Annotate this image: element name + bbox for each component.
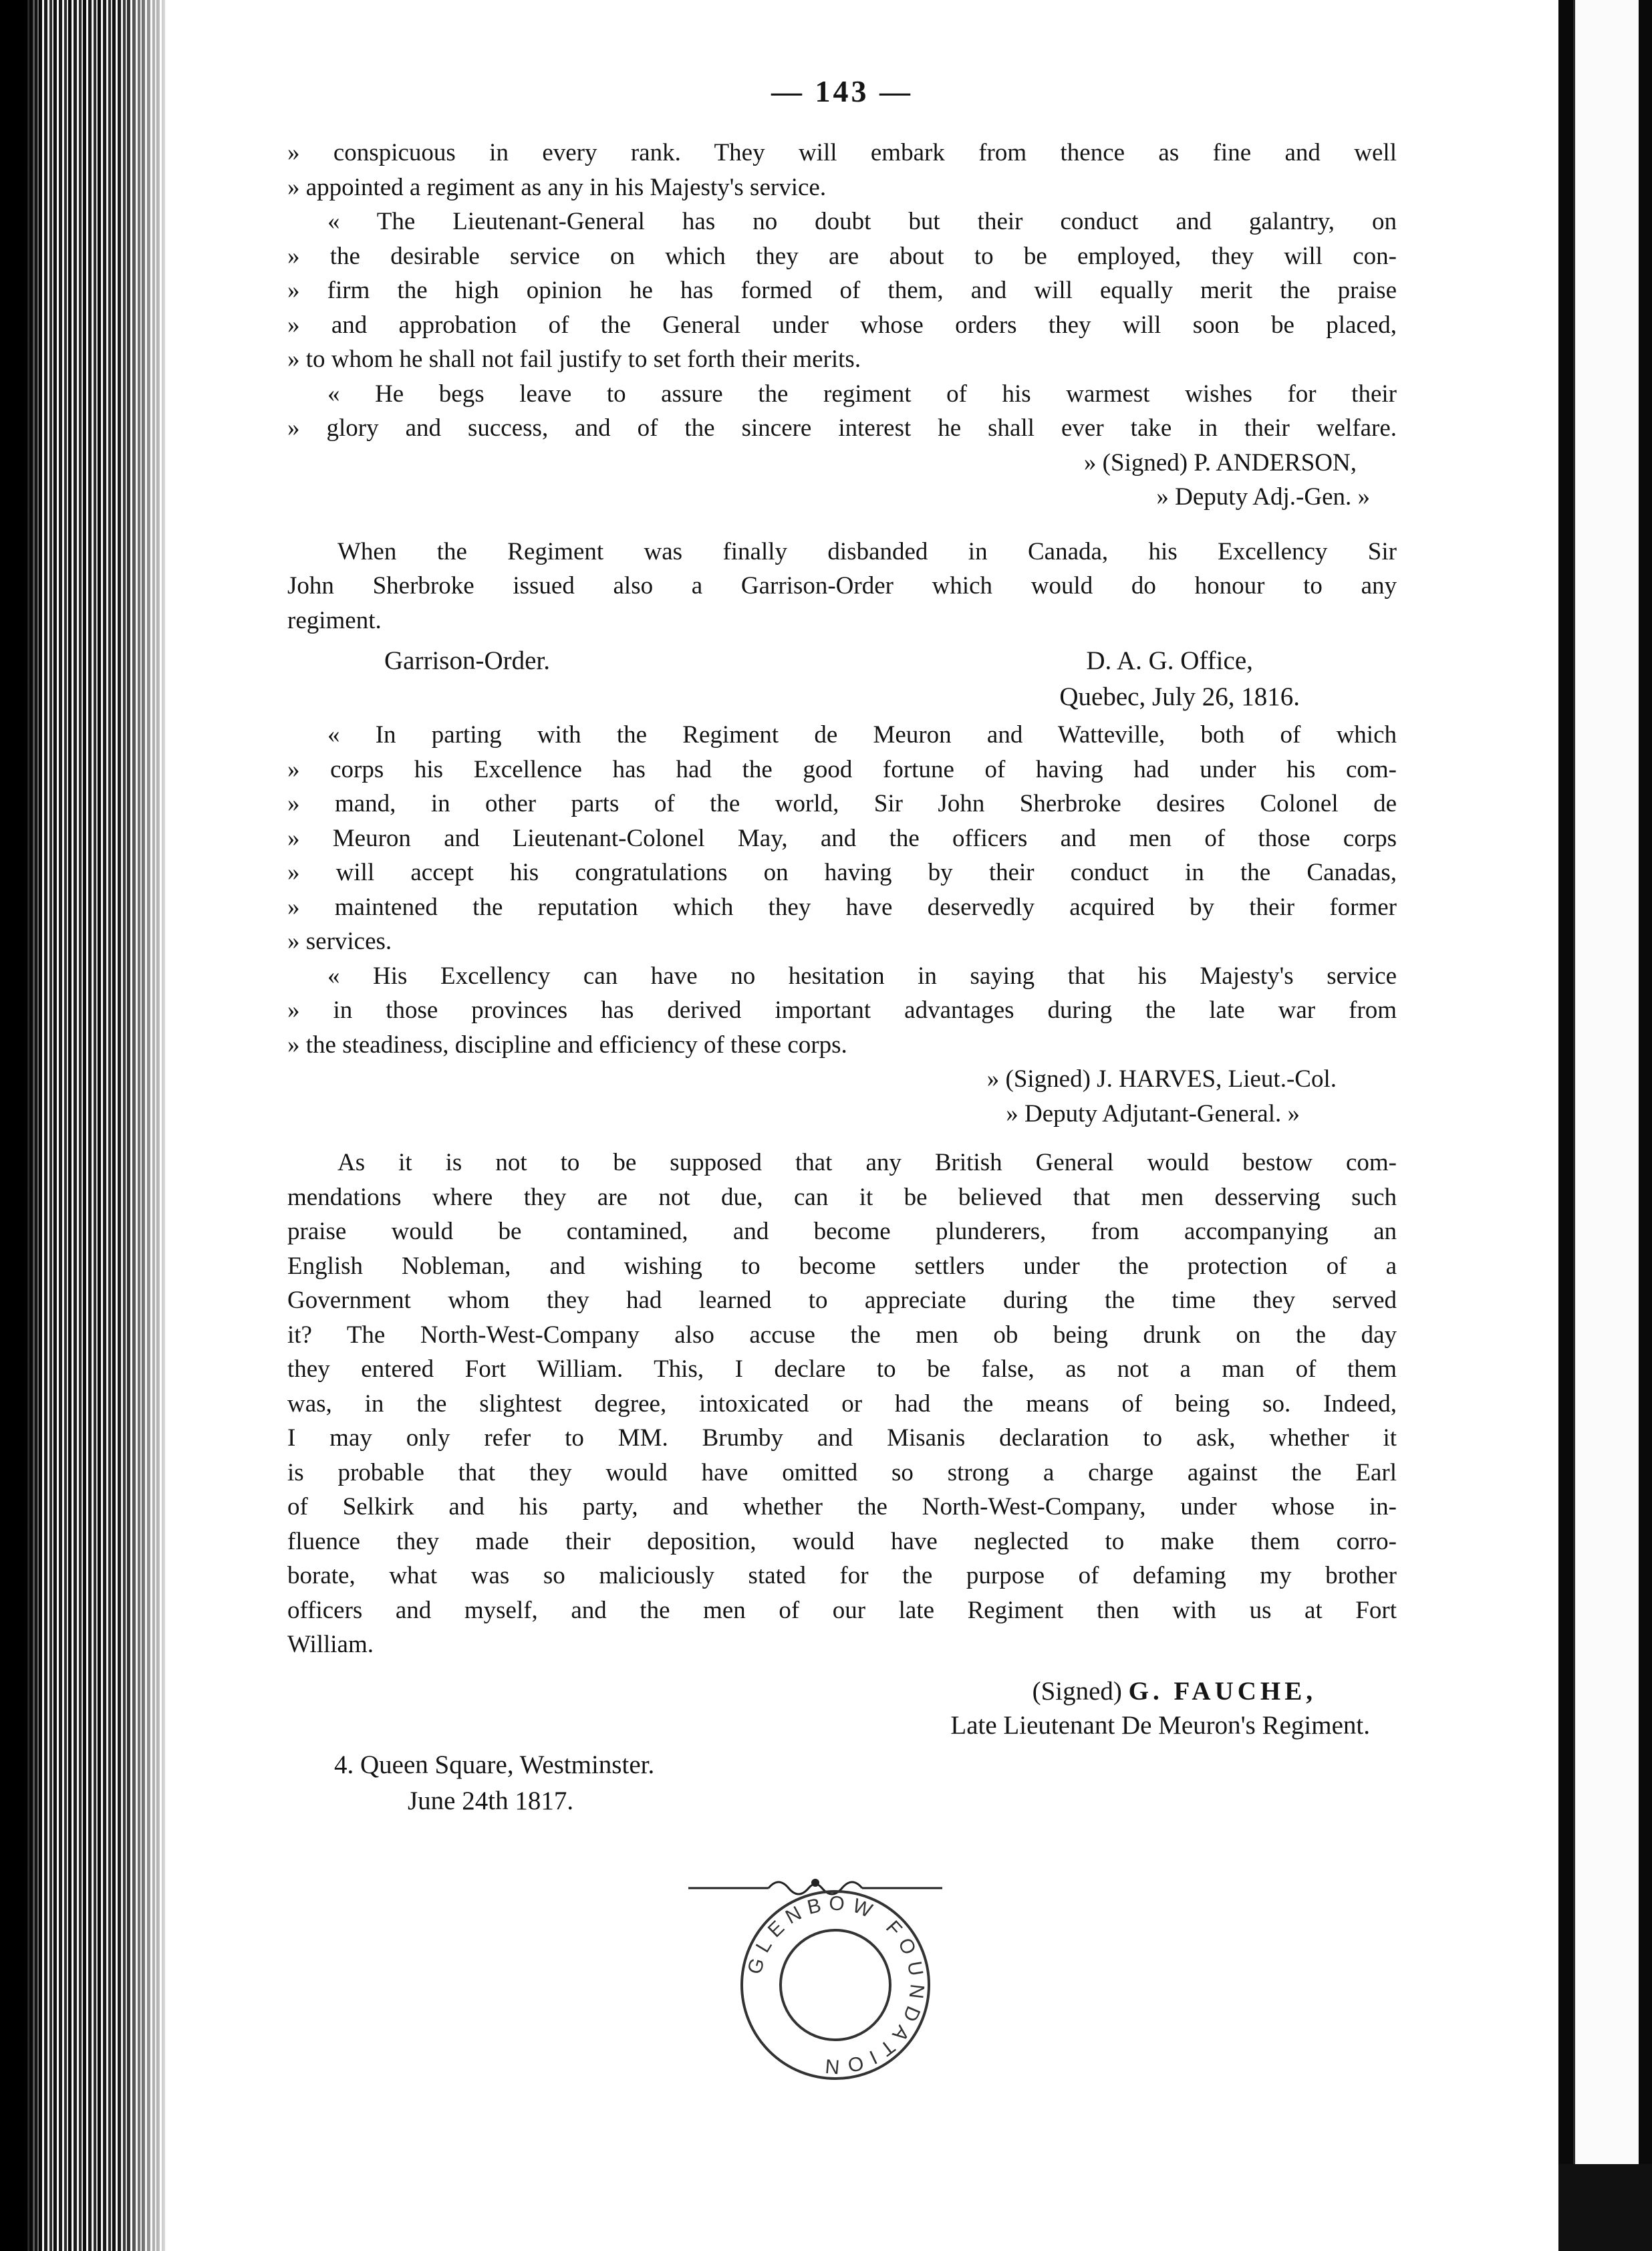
- office-line-1: D. A. G. Office,: [1086, 646, 1253, 675]
- text-line: » and approbation of the General under whose orders they will soon be placed,: [287, 311, 1397, 339]
- text-line: As it is not to be supposed that any British General would bestow com-: [337, 1149, 1397, 1176]
- text-line: John Sherbroke issued also a Garrison-Order which would do honour to any: [287, 572, 1397, 600]
- paragraph-7: [287, 1146, 1397, 1662]
- gutter-shadow: [0, 0, 40, 2251]
- signature-harves: » (Signed) J. HARVES, Lieut.-Col.: [986, 1065, 1337, 1093]
- page-number: — 143 —: [771, 74, 913, 108]
- paragraph-2: [287, 205, 1397, 377]
- text-line: fluence they made their deposition, would have neglected to make them corro-: [287, 1527, 1397, 1555]
- text-line: of Selkirk and his party, and whether the North-West-Company, under whose in-: [287, 1493, 1397, 1520]
- text-line: » glory and success, and of the sincere interest he shall ever take in their welfare.: [287, 414, 1397, 442]
- address-line-1: 4. Queen Square, Westminster.: [334, 1750, 655, 1779]
- text-line: « His Excellency can have no hesitation in saying that his Majesty's service: [327, 962, 1397, 990]
- text-line: » maintened the reputation which they have deservedly acquired by their former: [287, 893, 1397, 921]
- text-line: English Nobleman, and wishing to become settlers under the protection of a: [287, 1252, 1397, 1280]
- stamp-text: GLENBOW FOUNDATION: [743, 1892, 928, 2078]
- text-line: » services.: [287, 928, 392, 955]
- address-line-2: June 24th 1817.: [408, 1786, 574, 1815]
- text-line: » the desirable service on which they are about to be employed, they will con-: [287, 242, 1397, 270]
- text-line: William.: [287, 1631, 374, 1658]
- paragraph-1: [287, 136, 1397, 205]
- text-line: » the steadiness, discipline and efficiency of these corps.: [287, 1031, 847, 1059]
- text-line: » corps his Excellence has had the good fortune of having had under his com-: [287, 755, 1397, 783]
- text-line: « In parting with the Regiment de Meuron and Watteville, both of which: [327, 721, 1397, 749]
- text-line: was, in the slightest degree, intoxicated or had the means of being so. Indeed,: [287, 1389, 1397, 1418]
- text-line: » conspicuous in every rank. They will embark from thence as fine and well: [287, 139, 1397, 166]
- text-line: is probable that they would have omitted so strong a charge against the Earl: [287, 1458, 1397, 1486]
- page-body: [287, 74, 1397, 1819]
- paragraph-4: [287, 535, 1397, 638]
- signature-anderson-title: » Deputy Adj.-Gen. »: [1156, 483, 1370, 511]
- text-line: praise would be contamined, and become plunderers, from accompanying an: [287, 1218, 1397, 1245]
- address-block: [287, 1747, 1397, 1819]
- text-line: » firm the high opinion he has formed of them, and will equally merit the praise: [287, 277, 1397, 304]
- final-signature-name: G. FAUCHE,: [1128, 1676, 1317, 1706]
- garrison-order-heading: [287, 643, 1397, 715]
- facing-page-bottom: [1558, 2164, 1652, 2251]
- text-line: » Meuron and Lieutenant-Colonel May, and the officers and men of those corps: [287, 824, 1397, 852]
- office-block: [1059, 643, 1397, 715]
- facing-page-strip: [1573, 0, 1639, 2172]
- book-edge-fade: [120, 0, 174, 2251]
- text-line: Government whom they had learned to appreciate during the time they served: [287, 1287, 1397, 1314]
- final-signature-prefix: (Signed): [1032, 1676, 1122, 1706]
- text-line: When the Regiment was finally disbanded in Canada, his Excellency Sir: [337, 537, 1397, 565]
- final-signature-title: Late Lieutenant De Meuron's Regiment.: [950, 1711, 1370, 1740]
- signature-anderson: » (Signed) P. ANDERSON,: [1083, 448, 1357, 477]
- library-stamp: [735, 1885, 936, 2085]
- text-line: they entered Fort William. This, I declare to be false, as not a man of them: [287, 1355, 1397, 1383]
- text-line: « The Lieutenant-General has no doubt but their conduct and galantry, on: [327, 208, 1397, 235]
- text-line: officers and myself, and the men of our late Regiment then with us at Fort: [287, 1596, 1397, 1624]
- office-line-2: Quebec, July 26, 1816.: [1059, 682, 1300, 711]
- garrison-order-label: Garrison-Order.: [384, 646, 550, 675]
- text-line: » in those provinces has derived important advantages during the late war from: [287, 997, 1397, 1024]
- final-signature: [287, 1674, 1397, 1709]
- signature-harves-title: » Deputy Adjutant-General. »: [1006, 1099, 1300, 1128]
- text-line: » will accept his congratulations on having by their conduct in the Canadas,: [287, 859, 1397, 886]
- text-line: borate, what was so maliciously stated for the purpose of defaming my brother: [287, 1562, 1397, 1589]
- text-line: mendations where they are not due, can it be believed that men desserving such: [287, 1183, 1397, 1211]
- text-line: » mand, in other parts of the world, Sir John Sherbroke desires Colonel de: [287, 790, 1397, 817]
- text-line: « He begs leave to assure the regiment of his warmest wishes for their: [327, 380, 1397, 408]
- text-line: it? The North-West-Company also accuse the men ob being drunk on the day: [287, 1321, 1397, 1349]
- text-line: » appointed a regiment as any in his Majesty's service.: [287, 173, 827, 201]
- text-line: I may only refer to MM. Brumby and Misanis declaration to ask, whether it: [287, 1424, 1397, 1452]
- text-line: » to whom he shall not fail justify to set forth their merits.: [287, 346, 861, 373]
- paragraph-3: [287, 377, 1397, 446]
- paragraph-5: [287, 718, 1397, 959]
- text-line: regiment.: [287, 606, 382, 634]
- paragraph-6: [287, 959, 1397, 1063]
